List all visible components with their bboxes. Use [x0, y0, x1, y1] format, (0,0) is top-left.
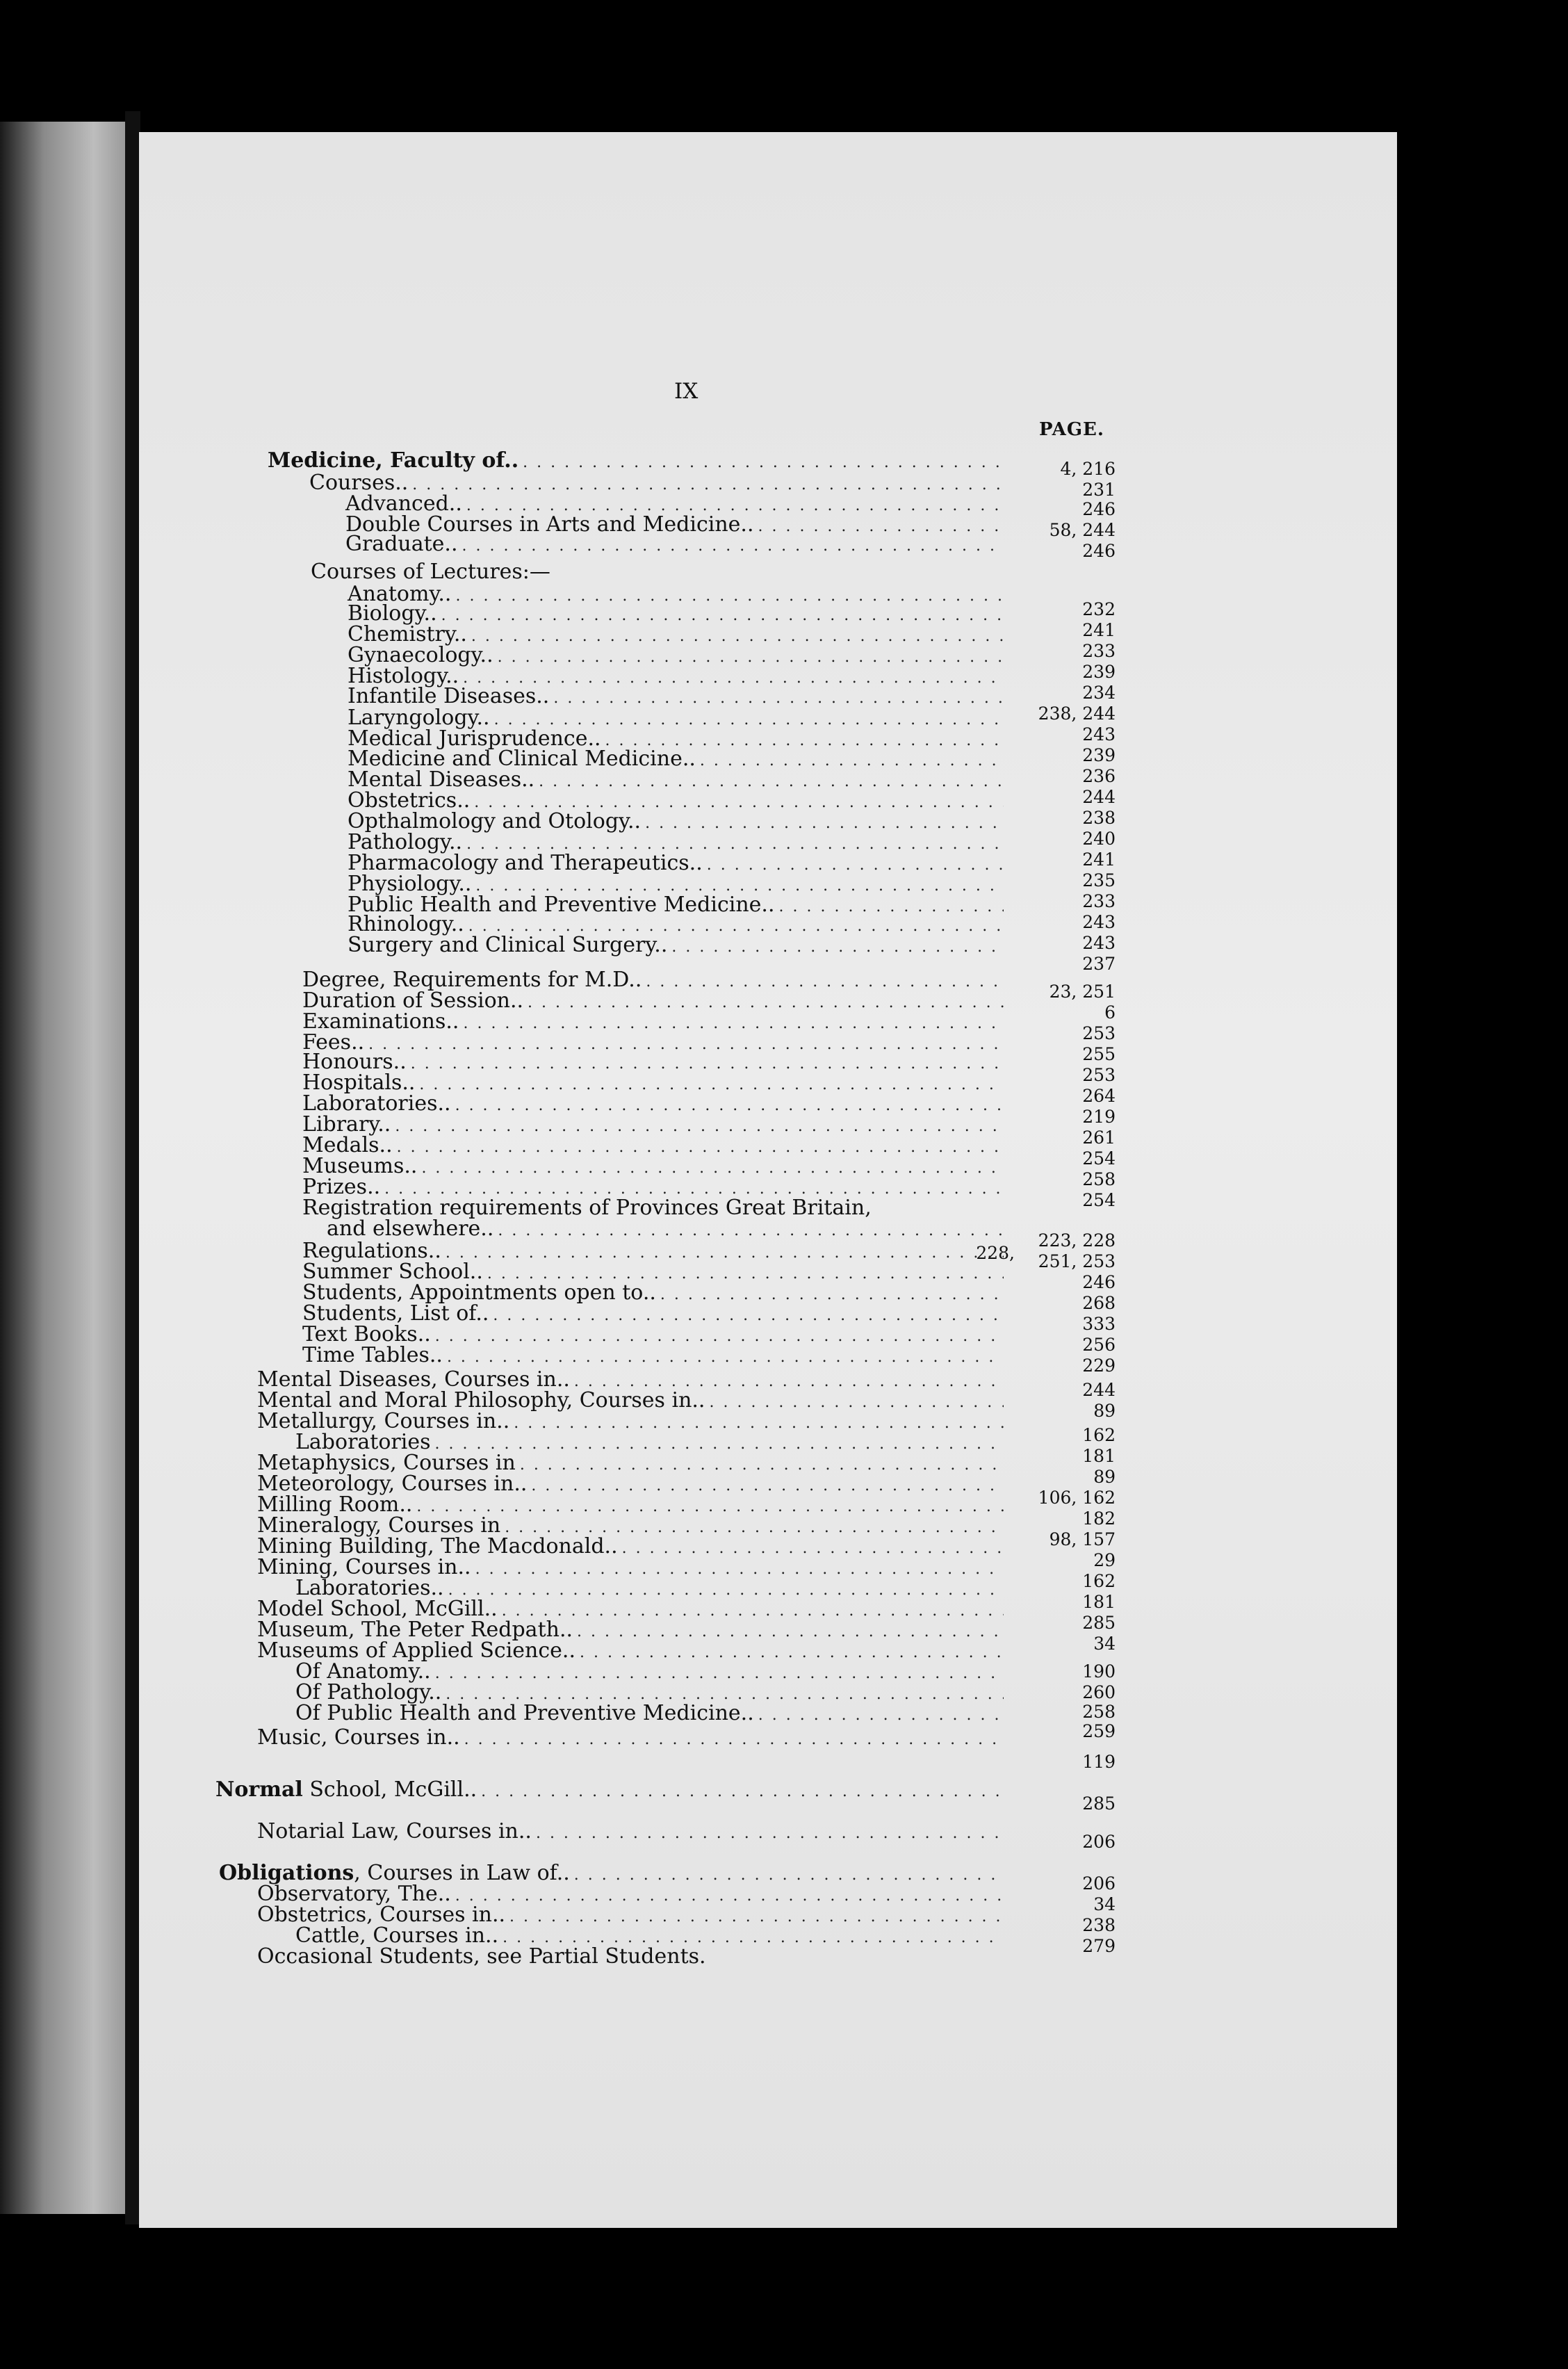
index-entry [257, 1390, 1008, 1411]
dot-leader [441, 605, 1004, 626]
index-entry [257, 1557, 1008, 1578]
page-number: 285 [1082, 1613, 1116, 1633]
dot-leader [520, 1455, 1004, 1476]
page-number: 261 [1082, 1127, 1116, 1148]
dot-leader [455, 1886, 1004, 1907]
index-entry-label: Courses.. [309, 471, 409, 495]
index-entry-label: Obstetrics, Courses in.. [257, 1903, 506, 1927]
page-number: 236 [1082, 766, 1116, 786]
index-entry-label: Double Courses in Arts and Medicine.. [345, 512, 754, 537]
index-entry [309, 473, 1008, 494]
page-number: 246 [1082, 1272, 1116, 1292]
page-folio: IX [674, 379, 699, 404]
index-entry [257, 1946, 1008, 1967]
index-entry-label: Time Tables.. [302, 1343, 443, 1367]
dot-leader [528, 993, 1004, 1013]
index-entry [345, 491, 1008, 516]
index-entry [302, 1241, 1008, 1262]
index-entry [268, 450, 1008, 471]
index-entry [348, 853, 1008, 874]
dot-leader [574, 1865, 1004, 1886]
index-entry-label: Mining Building, The Macdonald.. [257, 1534, 618, 1558]
index-entry [345, 534, 1008, 555]
page-number: 219 [1082, 1107, 1116, 1127]
index-entry [348, 811, 1008, 832]
page-number: 23, 251 [1049, 982, 1116, 1002]
index-entry [257, 1599, 1008, 1620]
index-entry [302, 1262, 1008, 1283]
index-entry-label: Mining, Courses in.. [257, 1555, 471, 1579]
index-entry [295, 1703, 1008, 1724]
page-number: 181 [1082, 1446, 1116, 1466]
index-entry [348, 624, 1008, 645]
dot-leader [421, 1158, 1004, 1179]
index-entry-label: Regulations.. [302, 1239, 441, 1263]
dot-leader [464, 1729, 1004, 1750]
dot-leader [447, 1347, 1004, 1368]
dot-leader [539, 772, 1004, 792]
index-entry [302, 1032, 1008, 1053]
page-number: 4, 216 [1060, 459, 1116, 479]
index-entry-label: Mental and Moral Philosophy, Courses in.. [257, 1388, 705, 1413]
index-entry-label: Fees.. [302, 1030, 365, 1055]
page-number: 253 [1082, 1065, 1116, 1085]
dot-leader [411, 1054, 1004, 1075]
page-number: 255 [1082, 1044, 1116, 1064]
dot-leader [471, 626, 1004, 647]
index-entry [302, 988, 1008, 1013]
index-entry-label: Of Anatomy.. [295, 1659, 431, 1684]
index-entry-label: Summer School.. [302, 1260, 483, 1284]
index-entry [348, 708, 1008, 728]
index-entry-label: Histology.. [348, 664, 459, 688]
dot-leader [509, 1907, 1004, 1928]
index-entry-label: Honours.. [302, 1050, 407, 1074]
page-number: 256 [1082, 1335, 1116, 1355]
index-entry [257, 1515, 1008, 1536]
index-entry-label: Surgery and Clinical Surgery.. [348, 933, 668, 957]
index-entry-label: Laboratories.. [295, 1576, 444, 1600]
index-entry-bold-keyword: Obligations [219, 1861, 354, 1885]
index-entry [348, 767, 1008, 792]
index-entry-label: Courses of Lectures:— [311, 560, 550, 584]
index-entry-label: Metallurgy, Courses in.. [257, 1409, 510, 1433]
page-number: 239 [1082, 662, 1116, 682]
index-entry-label: Museums.. [302, 1154, 418, 1178]
index-entry-label: Observatory, The.. [257, 1882, 451, 1906]
page-number: 279 [1082, 1936, 1116, 1956]
index-entry [327, 1216, 1008, 1241]
index-entry [348, 935, 1008, 956]
dot-leader [645, 813, 1004, 834]
index-entry [302, 1345, 1008, 1366]
page-number: 229 [1082, 1356, 1116, 1376]
dot-leader [475, 1559, 1004, 1580]
page-number: 6 [1104, 1002, 1116, 1023]
page-number: 244 [1082, 787, 1116, 807]
index-entry [295, 1682, 1008, 1703]
dot-leader [455, 1096, 1004, 1116]
dot-leader [395, 1116, 1004, 1137]
index-entry [295, 1923, 1008, 1948]
dot-leader [435, 1434, 1004, 1455]
page-number: 285 [1082, 1793, 1116, 1814]
page-number: 235 [1082, 870, 1116, 890]
page-number: 260 [1082, 1682, 1116, 1702]
index-entry-label: Occasional Students, see Partial Students. [257, 1944, 706, 1969]
index-entry-label: Chemistry.. [348, 622, 467, 646]
page-number: 234 [1082, 683, 1116, 703]
index-entry-label: Of Public Health and Preventive Medicine.. [295, 1701, 754, 1725]
page-number: 239 [1082, 745, 1116, 765]
index-entry-label: Students, Appointments open to.. [302, 1280, 656, 1305]
index-entry [302, 1052, 1008, 1073]
page-number: 264 [1082, 1086, 1116, 1106]
index-entry-label: Text Books.. [302, 1322, 431, 1346]
dot-leader [435, 1326, 1004, 1347]
dot-leader [462, 536, 1004, 557]
index-entry-label: Physiology.. [348, 872, 472, 896]
index-entry [295, 1661, 1008, 1682]
index-entry [257, 1474, 1008, 1495]
index-entry-label: Laboratories [295, 1430, 431, 1454]
page-number: 254 [1082, 1190, 1116, 1210]
index-entry-label: Anatomy.. [348, 582, 452, 606]
page-number: 238 [1082, 808, 1116, 828]
index-entry [302, 1303, 1008, 1324]
page-number: 258 [1082, 1169, 1116, 1189]
page-number: 162 [1082, 1571, 1116, 1591]
index-entry [257, 1453, 1008, 1474]
index-entry [257, 1727, 1008, 1748]
page-number: 89 [1093, 1467, 1116, 1487]
page-number: 243 [1082, 933, 1116, 953]
dot-leader [577, 1622, 1004, 1643]
index-entry [302, 1324, 1008, 1345]
page-number: 240 [1082, 829, 1116, 849]
index-entry-label: Mineralogy, Courses in [257, 1513, 501, 1538]
index-entry [348, 832, 1008, 853]
dot-leader [531, 1476, 1004, 1497]
index-entry [257, 1884, 1008, 1905]
page-number: 243 [1082, 724, 1116, 744]
index-entry [219, 1863, 1008, 1884]
page-number: 238, 244 [1038, 703, 1116, 724]
index-entry-label: Biology.. [348, 601, 437, 626]
index-entry [257, 1536, 1008, 1557]
dot-leader [419, 1075, 1004, 1096]
index-entry [302, 1135, 1008, 1156]
page-number: 244 [1082, 1380, 1116, 1400]
index-entry-label: Music, Courses in.. [257, 1725, 460, 1750]
dot-leader [646, 972, 1004, 993]
index-entry-label: Pharmacology and Therapeutics.. [348, 851, 703, 875]
dot-leader [498, 647, 1004, 668]
dot-leader [493, 1305, 1004, 1326]
index-entry-label: Prizes.. [302, 1175, 381, 1199]
index-entry-label: Rhinology.. [348, 912, 464, 936]
index-entry-label: Degree, Requirements for M.D.. [302, 968, 642, 992]
page-number: 258 [1082, 1702, 1116, 1722]
page-number: 237 [1082, 954, 1116, 974]
index-entry [257, 1905, 1008, 1926]
index-entry-label: Medicine, Faculty of.. [268, 448, 519, 473]
index-entry-label: and elsewhere.. [327, 1216, 494, 1241]
index-entry-label: Examinations.. [302, 1009, 459, 1034]
index-entry-label: Pathology.. [348, 830, 463, 854]
page-number: 268 [1082, 1293, 1116, 1313]
index-entry [302, 1011, 1008, 1032]
index-entry [257, 1369, 1008, 1390]
index-entry [257, 1821, 1008, 1842]
index-entry-label: Milling Room.. [257, 1492, 413, 1517]
index-entry-label: Advanced.. [345, 491, 462, 516]
dot-leader [397, 1137, 1004, 1158]
index-entry-label: Mental Diseases, Courses in.. [257, 1367, 570, 1392]
dot-leader [481, 1782, 1004, 1802]
page-number: 231 [1082, 480, 1116, 500]
index-entry [311, 562, 1008, 583]
page-number: 206 [1082, 1873, 1116, 1894]
index-entry [302, 1114, 1008, 1135]
index-entry-label: Graduate.. [345, 532, 458, 556]
index-entry-bold-keyword: Normal [215, 1777, 303, 1802]
index-entry-label: Opthalmology and Otology.. [348, 809, 642, 833]
index-entry [302, 1093, 1008, 1114]
dot-leader [435, 1663, 1004, 1684]
page-number: 29 [1093, 1550, 1116, 1570]
page-number: 241 [1082, 620, 1116, 640]
index-entry-label: Medals.. [302, 1133, 393, 1157]
page-number: 246 [1082, 541, 1116, 561]
index-entry-label: Public Health and Preventive Medicine.. [348, 893, 775, 917]
page-number: 254 [1082, 1148, 1116, 1169]
index-entry-label: Of Pathology.. [295, 1680, 442, 1704]
dot-leader [523, 453, 1004, 473]
page-number: 233 [1082, 641, 1116, 661]
index-entry-label: Model School, McGill.. [257, 1597, 498, 1621]
page-number: 223, 228 [1038, 1230, 1116, 1251]
page-number: 259 [1082, 1721, 1116, 1741]
index-entry-label: Infantile Diseases.. [348, 684, 550, 708]
page-number: 232 [1082, 599, 1116, 619]
facing-page-edge [0, 122, 125, 2214]
page-number: 58, 244 [1049, 520, 1116, 540]
page-column-heading: PAGE. [1039, 419, 1104, 440]
index-entry [302, 1280, 1008, 1305]
index-entry-label: Mental Diseases.. [348, 767, 535, 792]
dot-leader [463, 1013, 1004, 1034]
page-number: 233 [1082, 891, 1116, 911]
index-entry [295, 1432, 1008, 1453]
index-entry-label: Metaphysics, Courses in [257, 1451, 516, 1475]
page-number: 34 [1093, 1894, 1116, 1914]
index-entry-label: Laboratories.. [302, 1091, 451, 1116]
dot-leader [514, 1413, 1004, 1434]
index-entry [257, 1411, 1008, 1432]
index-entry-label: Normal School, McGill.. [215, 1777, 477, 1802]
index-entry [257, 1492, 1008, 1517]
index-entry-label: Gynaecology.. [348, 643, 493, 667]
index-entry [302, 970, 1008, 991]
dot-leader [536, 1823, 1004, 1844]
index-entry [302, 1070, 1008, 1095]
page-number: 246 [1082, 499, 1116, 519]
dot-leader [580, 1643, 1004, 1663]
index-entry-label: Students, List of.. [302, 1301, 489, 1326]
index-entry-label: Duration of Session.. [302, 988, 524, 1013]
index-entry [348, 584, 1008, 605]
index-entry-label: Medical Jurisprudence.. [348, 726, 601, 751]
index-entry-label: Registration requirements of Provinces Great Britain, [302, 1196, 872, 1220]
index-entry [257, 1620, 1008, 1641]
index-entry [302, 1198, 1008, 1219]
index-entry [348, 603, 1008, 624]
book-gutter [125, 111, 140, 2224]
page-number: 106, 162 [1038, 1488, 1116, 1508]
index-entry [295, 1578, 1008, 1599]
index-entry [302, 1177, 1008, 1198]
page-number: 162 [1082, 1425, 1116, 1445]
page-number: 253 [1082, 1023, 1116, 1043]
index-entry [348, 790, 1008, 811]
page-number: 181 [1082, 1592, 1116, 1612]
page-number: 251, 253 [1038, 1251, 1116, 1271]
page-number: 34 [1093, 1634, 1116, 1654]
index-entry [302, 1156, 1008, 1177]
index-entry [348, 686, 1008, 707]
dot-leader [671, 937, 1004, 958]
index-entry-label: Museums of Applied Science.. [257, 1638, 575, 1663]
dot-leader [498, 1221, 1004, 1242]
index-entry-label: Obligations, Courses in Law of.. [219, 1861, 570, 1885]
index-entry-label: Hospitals.. [302, 1070, 416, 1095]
page-number: 238 [1082, 1915, 1116, 1935]
index-entry-label: Notarial Law, Courses in.. [257, 1819, 532, 1843]
index-entry-label: Obstetrics.. [348, 788, 471, 813]
index-entry-label: Meteorology, Courses in.. [257, 1472, 528, 1496]
page-number: 119 [1082, 1752, 1116, 1772]
dot-leader [412, 475, 1004, 496]
page-number: 333 [1082, 1314, 1116, 1334]
dot-leader [502, 1601, 1004, 1622]
dot-leader [553, 688, 1004, 709]
dot-leader [622, 1538, 1004, 1559]
index-entry [348, 874, 1008, 895]
index-entry-label: Laryngology.. [348, 706, 490, 730]
dot-leader [416, 1497, 1004, 1517]
page-number: 98, 157 [1049, 1529, 1116, 1549]
page-number: 206 [1082, 1832, 1116, 1852]
page-number: 228, [976, 1243, 1015, 1263]
index-entry-label: Medicine and Clinical Medicine.. [348, 747, 696, 771]
index-entry [257, 1638, 1008, 1663]
index-entry-label: Library.. [302, 1112, 391, 1137]
page-number: 89 [1093, 1401, 1116, 1421]
dot-leader [660, 1285, 1004, 1305]
index-entry [348, 749, 1008, 770]
index-entry [348, 645, 1008, 666]
index-entry-label: Museum, The Peter Redpath.. [257, 1618, 573, 1642]
page-number: 243 [1082, 912, 1116, 932]
index-entry [348, 914, 1008, 935]
page-number: 241 [1082, 849, 1116, 870]
page-number: 190 [1082, 1661, 1116, 1682]
dot-leader [448, 1580, 1004, 1601]
index-entry-label: Cattle, Courses in.. [295, 1923, 499, 1948]
index-entry [215, 1777, 1008, 1802]
page-number: 182 [1082, 1508, 1116, 1529]
dot-leader [700, 751, 1004, 772]
